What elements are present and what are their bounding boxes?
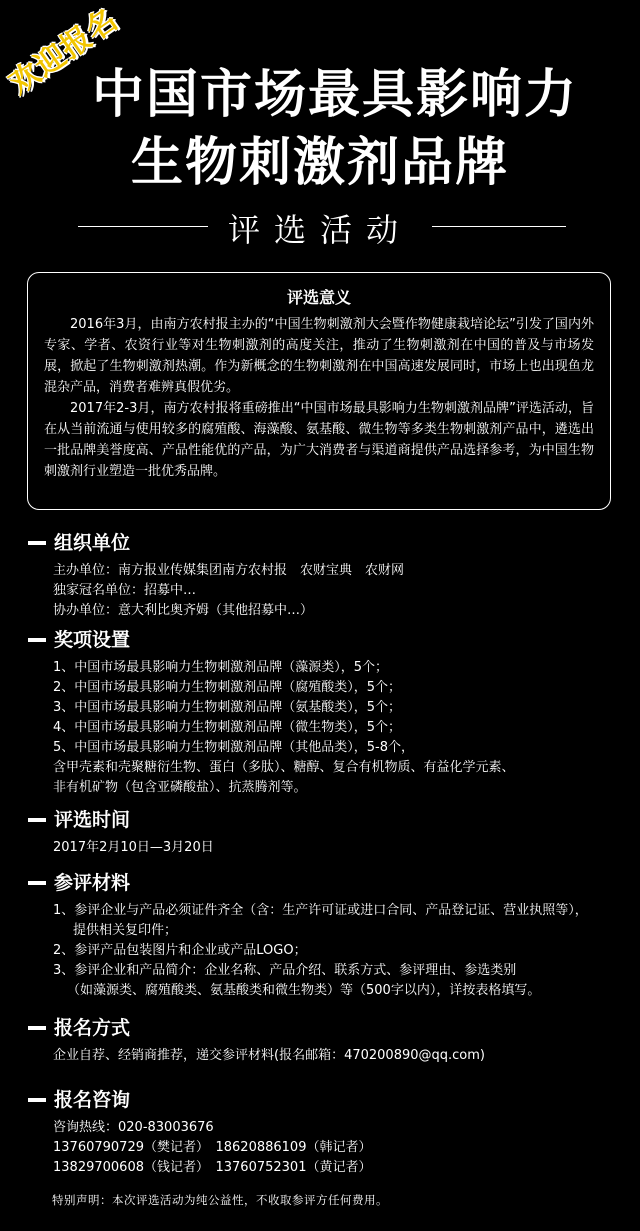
subtitle-right-rule bbox=[432, 226, 566, 227]
section-consult bbox=[0, 1088, 640, 1178]
section-dash-icon bbox=[28, 881, 46, 885]
award-line: 含甲壳素和壳聚糖衍生物、蛋白（多肽）、糖醇、复合有机物质、有益化学元素、 bbox=[53, 760, 515, 775]
section-dash-icon bbox=[28, 818, 46, 822]
organizer-line: 主办单位：南方报业传媒集团南方农村报 农财宝典 农财网 bbox=[53, 563, 405, 578]
significance-box bbox=[27, 272, 611, 510]
section-title: 报名咨询 bbox=[54, 1089, 131, 1111]
subtitle-row bbox=[0, 205, 640, 249]
material-line: 提供相关复印件； bbox=[73, 923, 178, 938]
consult-line: 13760790729（樊记者） 18620886109（韩记者） bbox=[53, 1140, 372, 1155]
section-dash-icon bbox=[28, 638, 46, 642]
material-line: 2、参评产品包装图片和企业或产品LOGO； bbox=[53, 943, 307, 958]
section-awards bbox=[0, 628, 640, 798]
significance-paragraph-1: 2016年3月，由南方农村报主办的“中国生物刺激剂大会暨作物健康栽培论坛”引发了国内外专家、学者、农资行业等对生物刺激剂的高度关注，推动了生物刺激剂在中国的普及与市场发展，掀起了生物刺激剂热潮。作为新概念的生物刺激剂在中国高速发展同时，市场上也出现鱼龙混杂产品，消费者难辨真假优劣。 bbox=[44, 317, 594, 395]
organizer-line: 协办单位：意大利比奥齐姆（其他招募中…） bbox=[53, 603, 314, 618]
award-line: 5、中国市场最具影响力生物刺激剂品牌（其他品类），5-8个， bbox=[53, 740, 415, 755]
consult-line: 13829700608（钱记者） 13760752301（黄记者） bbox=[53, 1160, 372, 1175]
section-materials bbox=[0, 871, 640, 1001]
section-title: 参评材料 bbox=[54, 872, 131, 894]
section-title: 评选时间 bbox=[54, 809, 131, 831]
section-schedule bbox=[0, 808, 640, 858]
section-title: 组织单位 bbox=[54, 532, 131, 554]
significance-title: 评选意义 bbox=[286, 288, 351, 307]
award-line: 非有机矿物（包含亚磷酸盐）、抗蒸腾剂等。 bbox=[53, 780, 307, 795]
award-line: 3、中国市场最具影响力生物刺激剂品牌（氨基酸类），5个； bbox=[53, 700, 402, 715]
organizer-line: 独家冠名单位：招募中… bbox=[53, 583, 197, 598]
consult-line: 咨询热线：020-83003676 bbox=[53, 1120, 214, 1135]
significance-paragraph-2: 2017年2-3月，南方农村报将重磅推出“中国市场最具影响力生物刺激剂品牌”评选活动，旨在从当前流通与使用较多的腐殖酸、海藻酸、氨基酸、微生物等多类生物刺激剂产品中，遴选出一批品牌美誉度高、产品性能优的产品，为广大消费者与渠道商提供产品选择参考，为中国生物刺激剂行业塑造一批优秀品牌。 bbox=[44, 401, 594, 479]
section-dash-icon bbox=[28, 541, 46, 545]
main-title-line2: 生物刺激剂品牌 bbox=[130, 133, 509, 193]
registration-line: 企业自荐、经销商推荐，递交参评材料(报名邮箱：470200890@qq.com) bbox=[53, 1048, 485, 1063]
award-line: 1、中国市场最具影响力生物刺激剂品牌（藻源类），5个； bbox=[53, 660, 389, 675]
material-line: 1、参评企业与产品必须证件齐全（含：生产许可证或进口合同、产品登记证、营业执照等）， bbox=[53, 903, 588, 918]
section-registration bbox=[0, 1016, 640, 1066]
section-organizers bbox=[0, 531, 640, 621]
section-dash-icon bbox=[28, 1026, 46, 1030]
section-title: 报名方式 bbox=[54, 1017, 131, 1039]
schedule-line: 2017年2月10日—3月20日 bbox=[53, 840, 214, 855]
welcome-badge: 欢迎报名 bbox=[2, 1, 125, 102]
subtitle: 评选活动 bbox=[227, 211, 412, 249]
material-line: 3、参评企业和产品简介：企业名称、产品介绍、联系方式、参评理由、参选类别 bbox=[53, 963, 517, 978]
award-line: 2、中国市场最具影响力生物刺激剂品牌（腐殖酸类），5个； bbox=[53, 680, 402, 695]
special-notice: 特别声明：本次评选活动为纯公益性，不收取参评方任何费用。 bbox=[52, 1193, 388, 1207]
material-line: （如藻源类、腐殖酸类、氨基酸类和微生物类）等（500字以内），详按表格填写。 bbox=[67, 983, 541, 998]
section-title: 奖项设置 bbox=[54, 629, 131, 651]
award-line: 4、中国市场最具影响力生物刺激剂品牌（微生物类），5个； bbox=[53, 720, 402, 735]
section-dash-icon bbox=[28, 1098, 46, 1102]
main-title-line1: 中国市场最具影响力 bbox=[91, 65, 578, 125]
subtitle-left-rule bbox=[78, 226, 208, 227]
